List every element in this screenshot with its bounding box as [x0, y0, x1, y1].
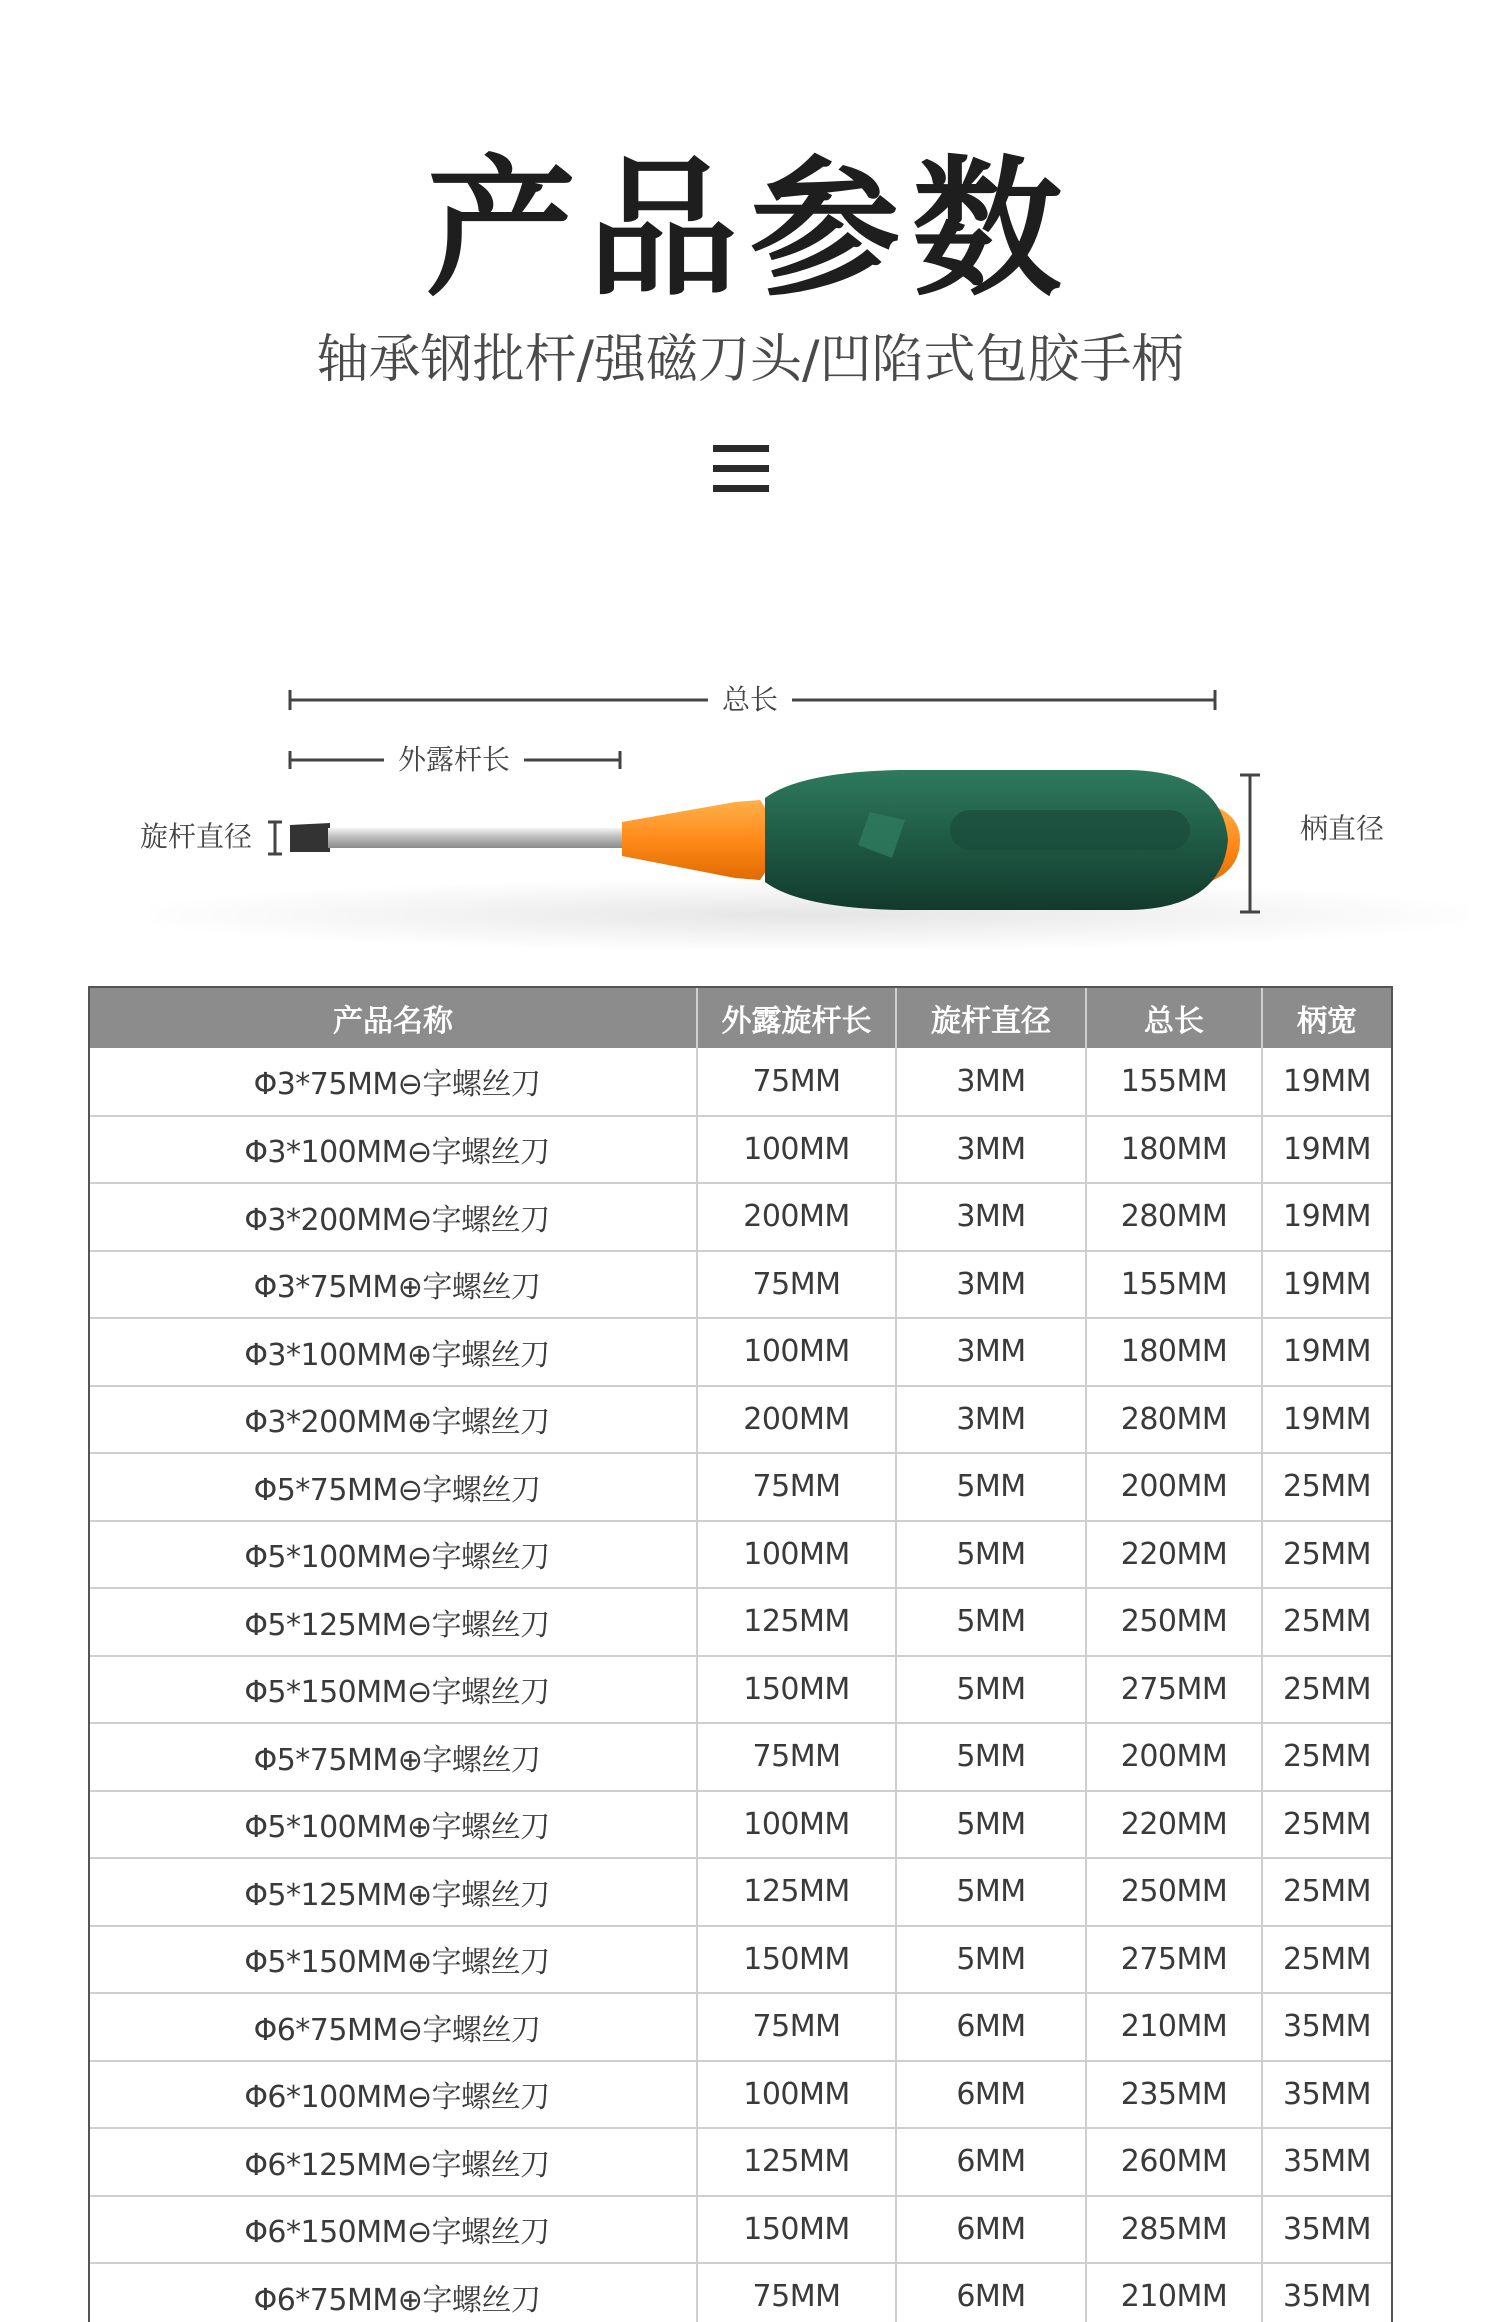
spec-cell: 5MM	[896, 1858, 1086, 1926]
spec-cell: 25MM	[1262, 1791, 1391, 1859]
spec-cell: 150MM	[697, 1926, 896, 1994]
spec-cell: 125MM	[697, 1588, 896, 1656]
product-name-cell: Φ5*75MM⊕字螺丝刀	[90, 1723, 697, 1791]
table-row	[90, 1791, 1391, 1859]
column-header: 旋杆直径	[896, 988, 1086, 1048]
spec-cell: 19MM	[1262, 1386, 1391, 1454]
handle-groove	[950, 810, 1190, 850]
product-name-cell: Φ3*200MM⊖字螺丝刀	[90, 1183, 697, 1251]
product-name-cell: Φ6*100MM⊖字螺丝刀	[90, 2061, 697, 2129]
table-header-row	[90, 988, 1391, 1048]
spec-cell: 150MM	[697, 2196, 896, 2264]
spec-cell: 285MM	[1086, 2196, 1262, 2264]
table-row	[90, 1048, 1391, 1116]
spec-cell: 100MM	[697, 2061, 896, 2129]
shaft-diameter-dimension	[268, 822, 282, 854]
shaft-diameter-label: 旋杆直径	[140, 820, 253, 853]
spec-cell: 150MM	[697, 1656, 896, 1724]
screwdriver-tip	[290, 823, 330, 852]
spec-cell: 3MM	[896, 1386, 1086, 1454]
spec-cell: 5MM	[896, 1791, 1086, 1859]
spec-cell: 75MM	[697, 2263, 896, 2322]
spec-cell: 280MM	[1086, 1183, 1262, 1251]
table-row	[90, 1318, 1391, 1386]
spec-cell: 75MM	[697, 1453, 896, 1521]
spec-cell: 19MM	[1262, 1183, 1391, 1251]
spec-cell: 260MM	[1086, 2128, 1262, 2196]
dimension-diagram	[0, 640, 1500, 980]
spec-cell: 6MM	[896, 2263, 1086, 2322]
spec-cell: 25MM	[1262, 1453, 1391, 1521]
product-name-cell: Φ5*125MM⊖字螺丝刀	[90, 1588, 697, 1656]
table-row	[90, 2061, 1391, 2129]
spec-cell: 220MM	[1086, 1521, 1262, 1589]
table-row	[90, 1588, 1391, 1656]
spec-cell: 275MM	[1086, 1656, 1262, 1724]
spec-cell: 3MM	[896, 1251, 1086, 1319]
spec-cell: 235MM	[1086, 2061, 1262, 2129]
column-header: 产品名称	[90, 988, 697, 1048]
spec-cell: 19MM	[1262, 1251, 1391, 1319]
spec-cell: 250MM	[1086, 1588, 1262, 1656]
spec-cell: 25MM	[1262, 1588, 1391, 1656]
exposed-shaft-label: 外露杆长	[384, 743, 524, 777]
spec-cell: 200MM	[1086, 1723, 1262, 1791]
spec-cell: 6MM	[896, 1993, 1086, 2061]
spec-cell: 220MM	[1086, 1791, 1262, 1859]
spec-cell: 200MM	[697, 1386, 896, 1454]
spec-table-container	[88, 986, 1393, 2322]
spec-cell: 3MM	[896, 1048, 1086, 1116]
table-row	[90, 1858, 1391, 1926]
screwdriver-shaft	[328, 828, 628, 848]
table-row	[90, 2263, 1391, 2322]
table-row	[90, 1386, 1391, 1454]
product-name-cell: Φ6*150MM⊖字螺丝刀	[90, 2196, 697, 2264]
table-row	[90, 1183, 1391, 1251]
spec-cell: 25MM	[1262, 1926, 1391, 1994]
spec-cell: 155MM	[1086, 1251, 1262, 1319]
spec-table	[90, 988, 1391, 2322]
product-name-cell: Φ3*75MM⊖字螺丝刀	[90, 1048, 697, 1116]
spec-cell: 180MM	[1086, 1116, 1262, 1184]
handle-diameter-dimension	[1240, 775, 1260, 912]
spec-cell: 125MM	[697, 1858, 896, 1926]
spec-cell: 19MM	[1262, 1318, 1391, 1386]
spec-cell: 210MM	[1086, 1993, 1262, 2061]
spec-cell: 3MM	[896, 1183, 1086, 1251]
table-row	[90, 1251, 1391, 1319]
spec-cell: 210MM	[1086, 2263, 1262, 2322]
product-name-cell: Φ5*150MM⊕字螺丝刀	[90, 1926, 697, 1994]
table-row	[90, 1521, 1391, 1589]
column-header: 总长	[1086, 988, 1262, 1048]
spec-cell: 200MM	[697, 1183, 896, 1251]
product-name-cell: Φ3*100MM⊕字螺丝刀	[90, 1318, 697, 1386]
product-name-cell: Φ3*75MM⊕字螺丝刀	[90, 1251, 697, 1319]
spec-cell: 5MM	[896, 1723, 1086, 1791]
table-row	[90, 1116, 1391, 1184]
spec-cell: 6MM	[896, 2196, 1086, 2264]
product-name-cell: Φ3*100MM⊖字螺丝刀	[90, 1116, 697, 1184]
spec-cell: 250MM	[1086, 1858, 1262, 1926]
product-name-cell: Φ3*200MM⊕字螺丝刀	[90, 1386, 697, 1454]
spec-cell: 25MM	[1262, 1656, 1391, 1724]
spec-cell: 5MM	[896, 1926, 1086, 1994]
spec-cell: 100MM	[697, 1791, 896, 1859]
spec-cell: 5MM	[896, 1656, 1086, 1724]
screwdriver-collar	[622, 800, 770, 880]
page-title: 产品参数	[425, 143, 1074, 317]
spec-cell: 25MM	[1262, 1723, 1391, 1791]
spec-cell: 5MM	[896, 1521, 1086, 1589]
column-header: 柄宽	[1262, 988, 1391, 1048]
total-length-label: 总长	[708, 683, 792, 717]
spec-cell: 280MM	[1086, 1386, 1262, 1454]
table-row	[90, 1656, 1391, 1724]
spec-cell: 100MM	[697, 1116, 896, 1184]
spec-cell: 125MM	[697, 2128, 896, 2196]
spec-cell: 5MM	[896, 1588, 1086, 1656]
spec-cell: 75MM	[697, 1251, 896, 1319]
spec-cell: 200MM	[1086, 1453, 1262, 1521]
table-row	[90, 1723, 1391, 1791]
spec-cell: 275MM	[1086, 1926, 1262, 1994]
spec-cell: 155MM	[1086, 1048, 1262, 1116]
table-row	[90, 1453, 1391, 1521]
spec-cell: 75MM	[697, 1048, 896, 1116]
column-header: 外露旋杆长	[697, 988, 896, 1048]
page-subtitle: 轴承钢批杆/强磁刀头/凹陷式包胶手柄	[316, 330, 1184, 390]
spec-cell: 25MM	[1262, 1521, 1391, 1589]
table-row	[90, 2128, 1391, 2196]
spec-cell: 6MM	[896, 2061, 1086, 2129]
table-row	[90, 2196, 1391, 2264]
spec-cell: 180MM	[1086, 1318, 1262, 1386]
product-name-cell: Φ5*100MM⊖字螺丝刀	[90, 1521, 697, 1589]
menu-icon[interactable]	[713, 445, 769, 493]
handle-diameter-label: 柄直径	[1300, 812, 1385, 845]
product-name-cell: Φ6*125MM⊖字螺丝刀	[90, 2128, 697, 2196]
product-name-cell: Φ5*100MM⊕字螺丝刀	[90, 1791, 697, 1859]
product-name-cell: Φ5*75MM⊖字螺丝刀	[90, 1453, 697, 1521]
spec-cell: 5MM	[896, 1453, 1086, 1521]
spec-cell: 19MM	[1262, 1048, 1391, 1116]
spec-cell: 3MM	[896, 1318, 1086, 1386]
spec-cell: 35MM	[1262, 2263, 1391, 2322]
spec-cell: 3MM	[896, 1116, 1086, 1184]
spec-cell: 35MM	[1262, 2061, 1391, 2129]
spec-cell: 19MM	[1262, 1116, 1391, 1184]
product-name-cell: Φ6*75MM⊖字螺丝刀	[90, 1993, 697, 2061]
spec-cell: 25MM	[1262, 1858, 1391, 1926]
spec-cell: 35MM	[1262, 1993, 1391, 2061]
spec-cell: 35MM	[1262, 2128, 1391, 2196]
product-name-cell: Φ5*150MM⊖字螺丝刀	[90, 1656, 697, 1724]
spec-cell: 100MM	[697, 1318, 896, 1386]
product-name-cell: Φ6*75MM⊕字螺丝刀	[90, 2263, 697, 2322]
table-body	[90, 1048, 1391, 2322]
spec-cell: 6MM	[896, 2128, 1086, 2196]
spec-cell: 35MM	[1262, 2196, 1391, 2264]
table-row	[90, 1993, 1391, 2061]
spec-cell: 75MM	[697, 1723, 896, 1791]
table-row	[90, 1926, 1391, 1994]
spec-cell: 75MM	[697, 1993, 896, 2061]
product-name-cell: Φ5*125MM⊕字螺丝刀	[90, 1858, 697, 1926]
spec-cell: 100MM	[697, 1521, 896, 1589]
